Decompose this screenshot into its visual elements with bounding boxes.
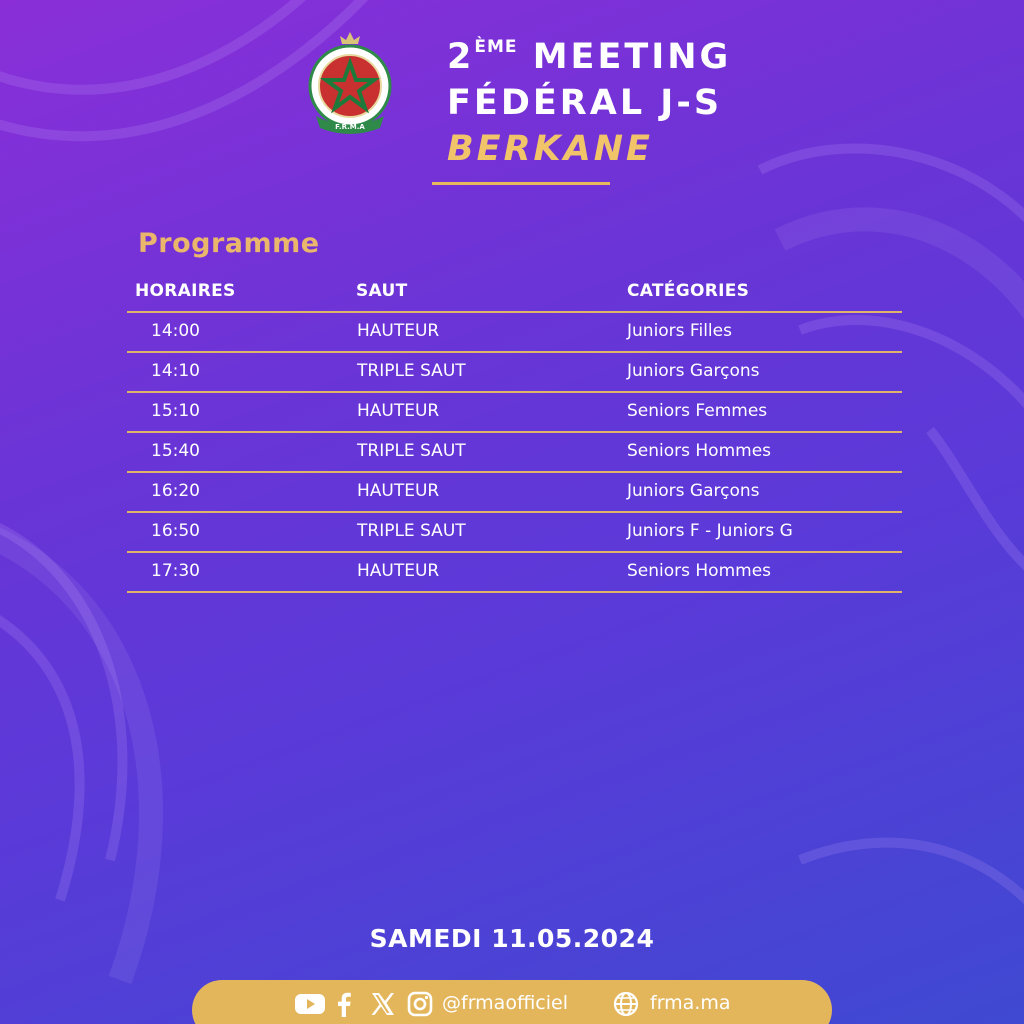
row-saut: TRIPLE SAUT <box>357 521 466 541</box>
column-header-horaires: HORAIRES <box>135 281 236 301</box>
row-category: Seniors Hommes <box>627 441 772 461</box>
event-title <box>447 34 867 172</box>
column-header-categories: CATÉGORIES <box>627 281 750 301</box>
row-category: Juniors Garçons <box>627 361 760 381</box>
programme-table <box>127 311 902 593</box>
table-row <box>127 391 902 431</box>
globe-icon <box>612 990 640 1018</box>
row-saut: TRIPLE SAUT <box>357 361 466 381</box>
instagram-icon[interactable] <box>406 990 434 1018</box>
frma-crest-icon <box>304 30 396 138</box>
row-saut: HAUTEUR <box>357 401 440 421</box>
social-handle[interactable]: @frmaofficiel <box>442 992 569 1014</box>
row-category: Juniors Garçons <box>627 481 760 501</box>
facebook-icon[interactable] <box>334 990 354 1018</box>
table-row <box>127 311 902 351</box>
programme-title: Programme <box>138 228 320 259</box>
row-time: 16:20 <box>151 481 200 501</box>
row-category: Seniors Femmes <box>627 401 768 421</box>
row-time: 14:10 <box>151 361 200 381</box>
row-category: Juniors Filles <box>627 321 732 341</box>
row-category: Seniors Hommes <box>627 561 772 581</box>
row-category: Juniors F - Juniors G <box>627 521 793 541</box>
title-underline <box>432 182 610 185</box>
column-header-saut: SAUT <box>356 281 408 301</box>
row-saut: HAUTEUR <box>357 321 440 341</box>
youtube-icon[interactable] <box>294 990 326 1018</box>
row-time: 17:30 <box>151 561 200 581</box>
table-row <box>127 551 902 593</box>
row-saut: HAUTEUR <box>357 561 440 581</box>
svg-text:F.R.M.A: F.R.M.A <box>335 123 365 131</box>
table-row <box>127 471 902 511</box>
row-time: 14:00 <box>151 321 200 341</box>
header <box>0 0 1024 200</box>
title-line-1: 2ÈME MEETING <box>447 37 732 77</box>
row-time: 16:50 <box>151 521 200 541</box>
event-date: SAMEDI 11.05.2024 <box>369 924 655 953</box>
row-time: 15:10 <box>151 401 200 421</box>
row-saut: HAUTEUR <box>357 481 440 501</box>
footer-bar <box>192 980 832 1024</box>
row-time: 15:40 <box>151 441 200 461</box>
table-row <box>127 511 902 551</box>
footer-content <box>192 988 832 1018</box>
title-city: BERKANE <box>447 129 653 169</box>
title-line-2: FÉDÉRAL J-S <box>447 83 723 123</box>
table-row <box>127 431 902 471</box>
x-icon[interactable] <box>368 990 396 1018</box>
row-saut: TRIPLE SAUT <box>357 441 466 461</box>
table-row <box>127 351 902 391</box>
title-ordinal: ÈME <box>474 37 518 57</box>
website-link[interactable]: frma.ma <box>650 992 731 1014</box>
